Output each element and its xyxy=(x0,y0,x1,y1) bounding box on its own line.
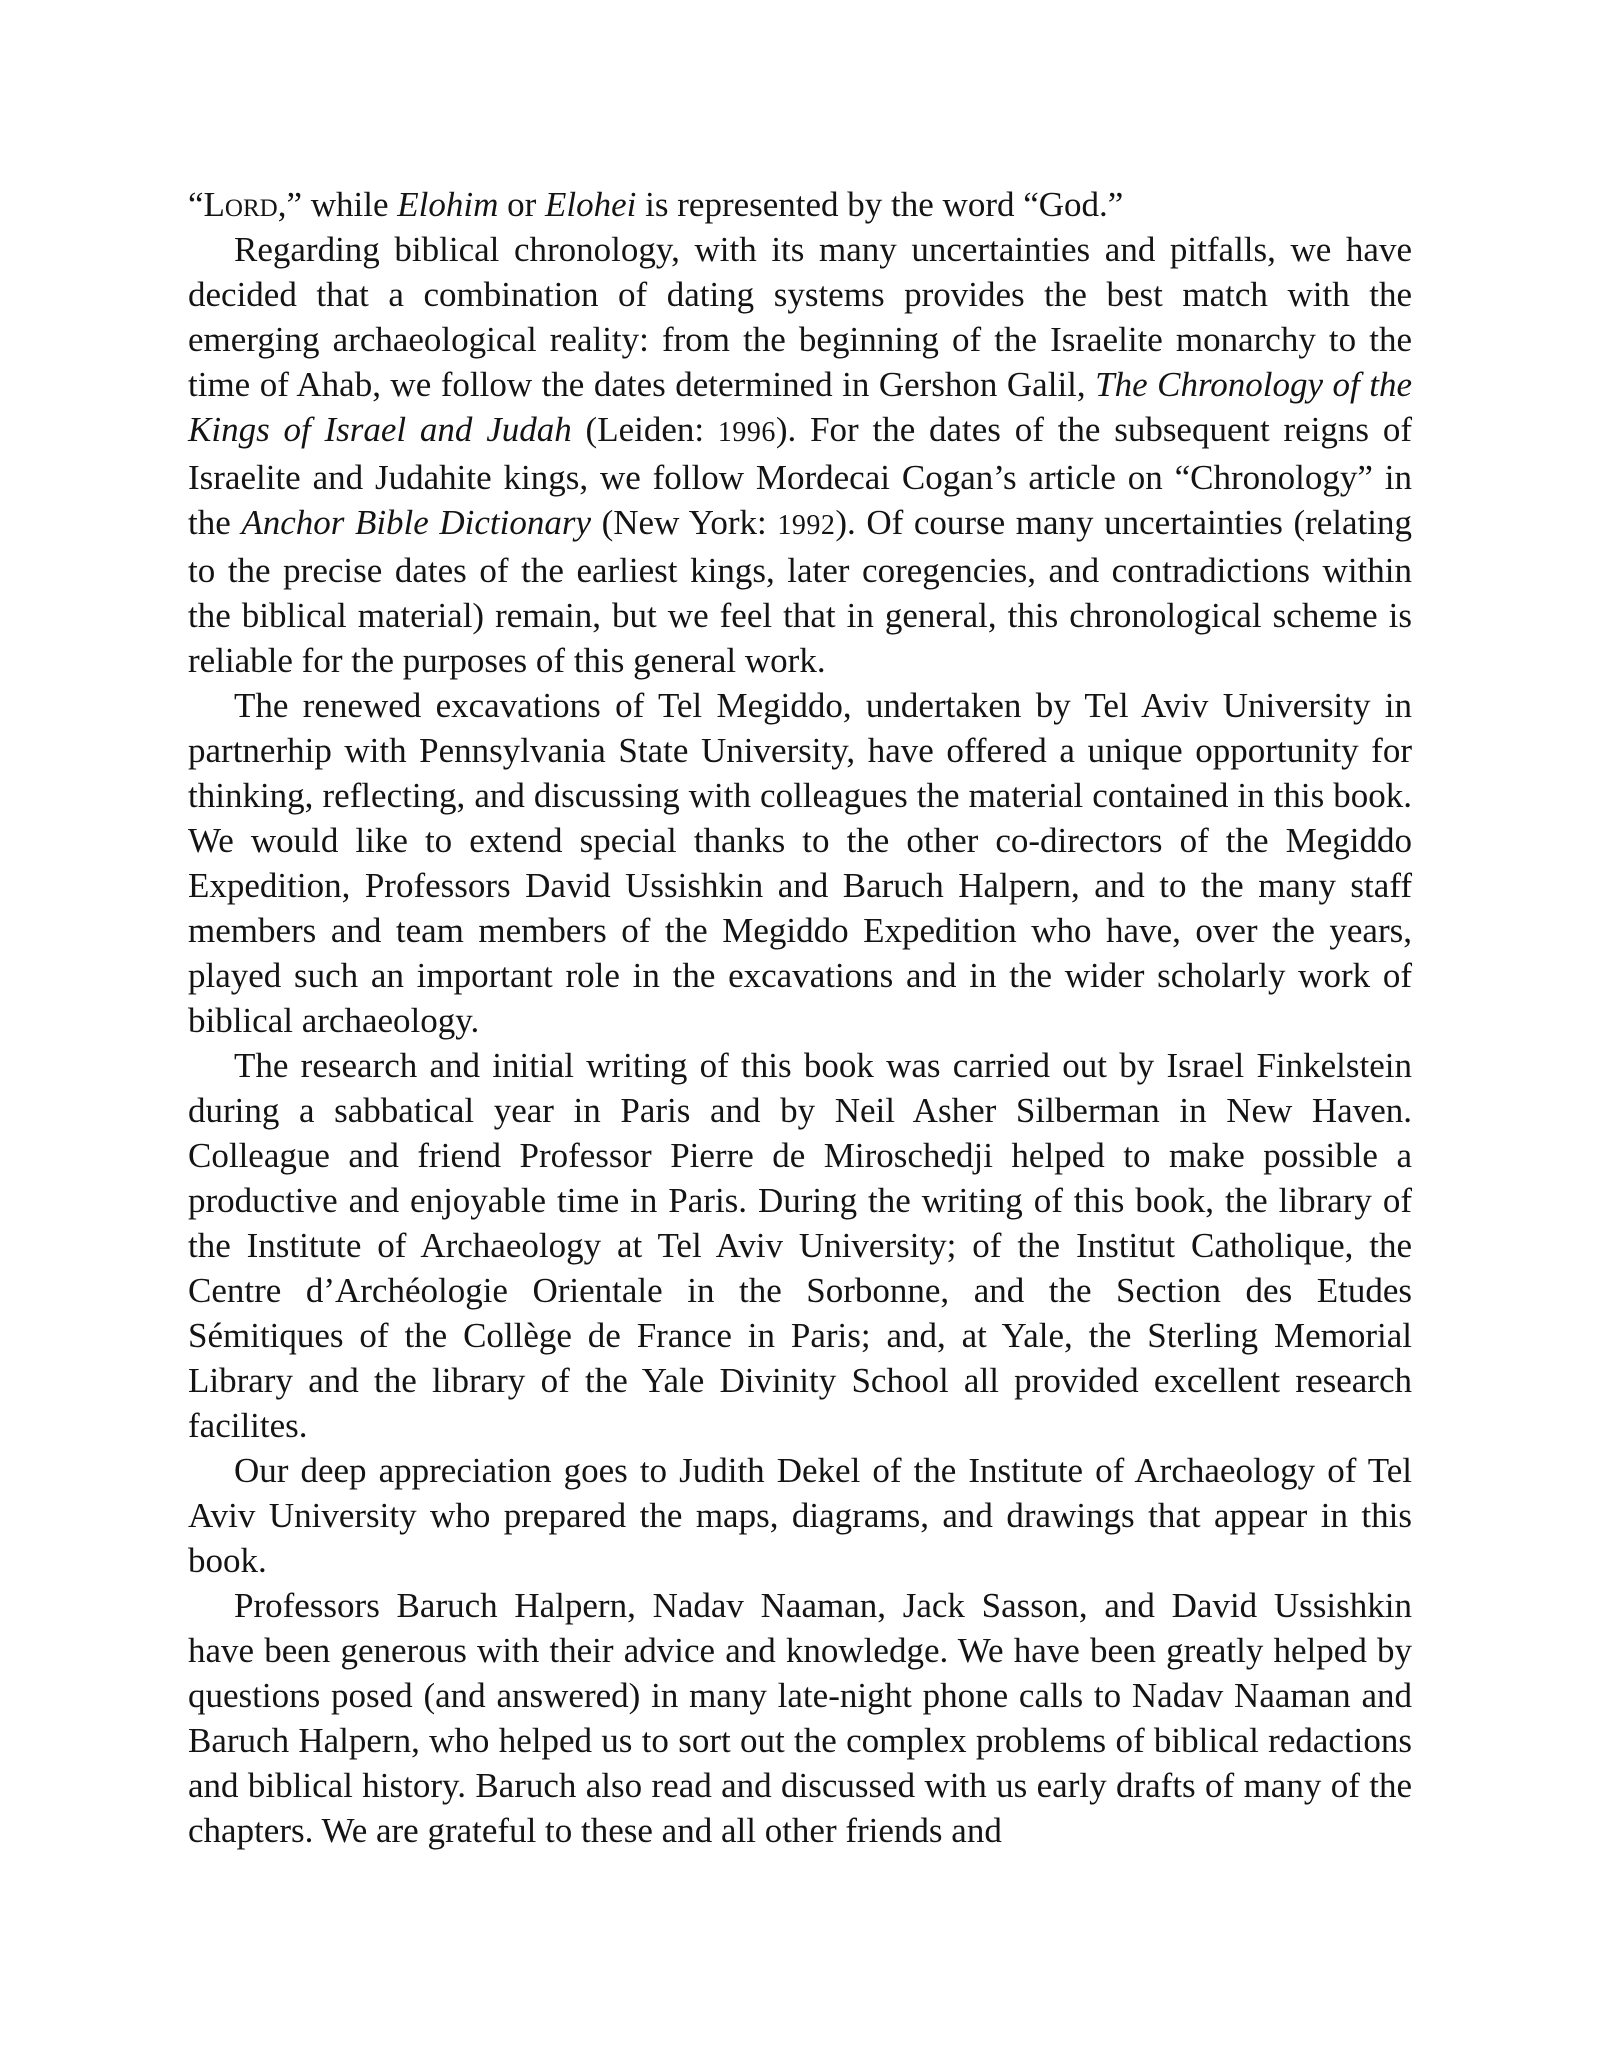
text-run: “ xyxy=(188,185,204,224)
paragraph-research-writing: The research and initial writing of this book was carried out by Israel Finkelstein during a sabbatical year in Paris and by Neil Asher Silberman in New Haven. Colleague and friend Professor Pierre de Miroschedji helped to make possible a productive and enjoyable time in Paris. During the writing of this book, the library of the Institute of Archaeology at Tel Aviv University; of the Institut Catholique, the Centre d’Archéologie Orientale in the Sorbonne, and the Section des Etudes Sémitiques of the Collège de France in Paris; and, at Yale, the Sterling Memorial Library and the library of the Yale Divinity School all provided excellent research facilites. xyxy=(188,1046,1412,1445)
italic-term-elohei: Elohei xyxy=(545,185,637,224)
small-caps-lord: Lord xyxy=(203,185,278,224)
text-run: (Leiden: xyxy=(571,410,718,449)
text-run: (New York: xyxy=(591,503,778,542)
italic-book-title-chronology: The Chronology of the Kings of Israel and Judah xyxy=(188,365,1412,449)
text-run: Regarding biblical chronology, with its many uncertainties and pitfalls, we have decided that a combination of dating systems provides the best match with the emerging archaeological reality: from the beginning of the Israelite monarchy to the time of Ahab, we follow the dates determined in Gershon Galil, xyxy=(188,230,1412,404)
text-run: is represented by the word “God.” xyxy=(636,185,1124,224)
text-run: ). For the dates of the subsequent reigns of Israelite and Judahite kings, we follow Mordecai Cogan’s article on “Chronology” in the xyxy=(188,410,1412,542)
book-page xyxy=(188,182,1412,1853)
paragraph-chronology xyxy=(188,227,1412,683)
paragraph-advice-thanks: Professors Baruch Halpern, Nadav Naaman, Jack Sasson, and David Ussishkin have been generous with their advice and knowledge. We have been greatly helped by questions posed (and answered) in many late-night phone calls to Nadav Naaman and Baruch Halpern, who helped us to sort out the complex problems of biblical redactions and biblical history. Baruch also read and discussed with us early drafts of many of the chapters. We are grateful to these and all other friends and xyxy=(188,1586,1412,1850)
paragraph-divine-names xyxy=(188,182,1412,227)
year-1992: 1992 xyxy=(777,510,836,541)
year-1996: 1996 xyxy=(717,417,776,448)
italic-term-elohim: Elohim xyxy=(397,185,499,224)
paragraph-megiddo-excavations: The renewed excavations of Tel Megiddo, undertaken by Tel Aviv University in partnerhip with Pennsylvania State University, have offered a unique opportunity for thinking, reflecting, and discussing with colleagues the material contained in this book. We would like to extend special thanks to the other co-directors of the Megiddo Expedition, Professors David Ussishkin and Baruch Halpern, and to the many staff members and team members of the Megiddo Expedition who have, over the years, played such an important role in the excavations and in the wider scholarly work of biblical archaeology. xyxy=(188,686,1412,1040)
text-run: ). Of course many uncertainties (relating to the precise dates of the earliest kings, later coregencies, and contradictions within the biblical material) remain, but we feel that in general, this chronological scheme is reliable for the purposes of this general work. xyxy=(188,503,1412,680)
text-run: ,” while xyxy=(277,185,398,224)
italic-book-title-anchor: Anchor Bible Dictionary xyxy=(241,503,592,542)
paragraph-maps-appreciation: Our deep appreciation goes to Judith Dekel of the Institute of Archaeology of Tel Aviv University who prepared the maps, diagrams, and drawings that appear in this book. xyxy=(188,1451,1412,1580)
text-run: or xyxy=(498,185,546,224)
